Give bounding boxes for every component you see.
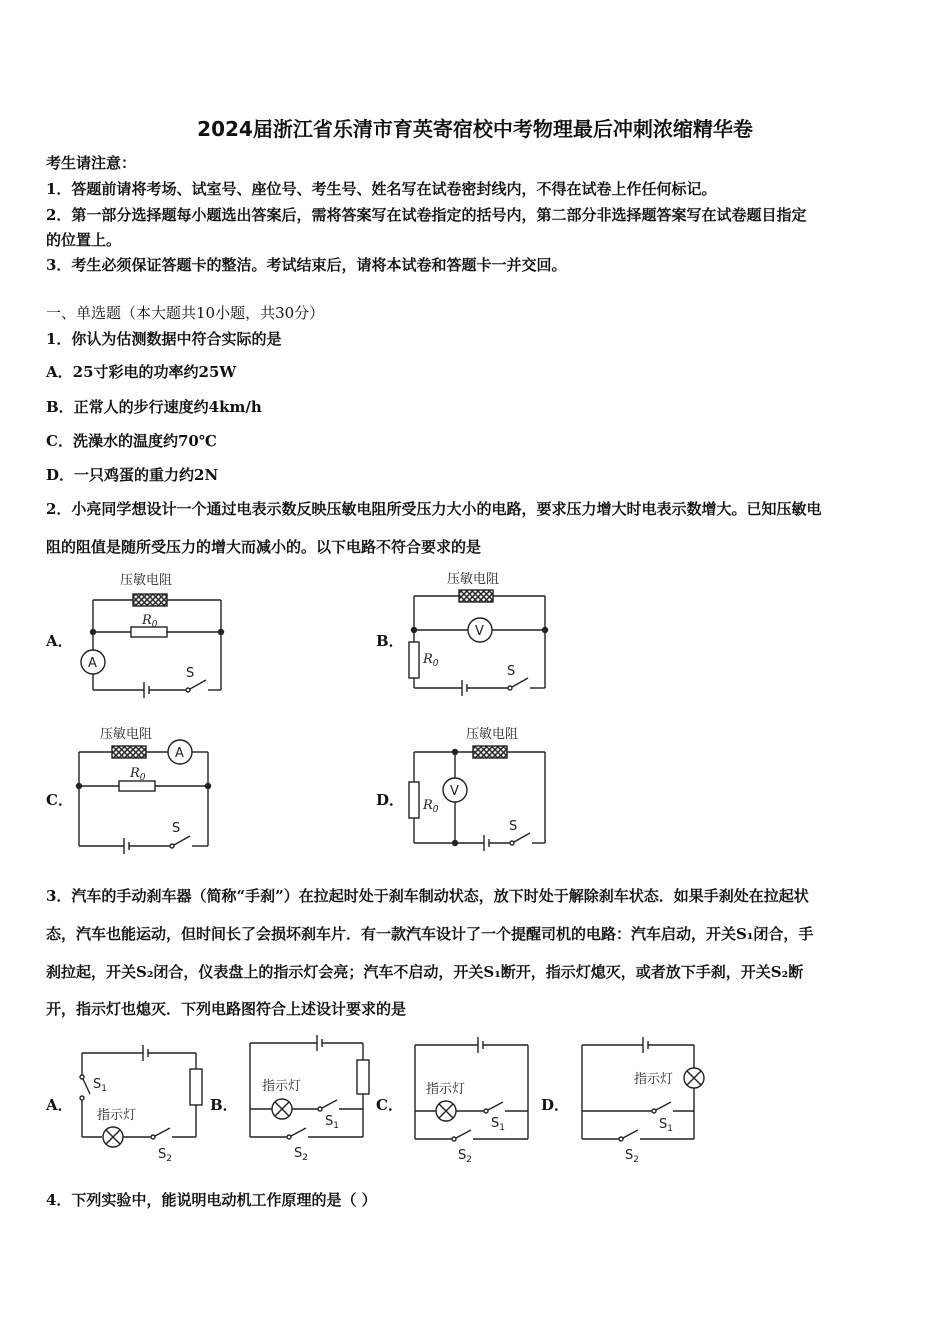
q3-stem-line1: 3．汽车的手动刹车器（简称“手刹”）在拉起时处于刹车制动状态，放下时处于解除刹车状态．如果手刹处在拉起状 bbox=[46, 887, 809, 905]
switch-s2 bbox=[623, 1130, 638, 1138]
section-heading: 一、单选题（本大题共10小题，共30分） bbox=[46, 304, 325, 322]
s1-label: $S_1$ bbox=[491, 1116, 505, 1133]
notice-item-1: 1．答题前请将考场、试室号、座位号、考生号、姓名写在试卷密封线内，不得在试卷上作任何标记。 bbox=[46, 180, 717, 198]
q3-stem-line4: 开，指示灯也熄灭．下列电路图符合上述设计要求的是 bbox=[46, 1000, 407, 1018]
q2-label-d: D． bbox=[376, 791, 405, 809]
q2-label-b: B． bbox=[376, 632, 404, 650]
q2-stem-line1: 2．小亮同学想设计一个通过电表示数反映压敏电阻所受压力大小的电路，要求压力增大时电表示数增大。已知压敏电 bbox=[46, 500, 822, 518]
notice-item-2-cont: 的位置上。 bbox=[46, 231, 122, 249]
lamp-label: 指示灯 bbox=[634, 1072, 674, 1087]
q2-label-a: A． bbox=[46, 632, 73, 650]
lamp-label: 指示灯 bbox=[426, 1082, 466, 1097]
q1-option-b: B．正常人的步行速度约4km/h bbox=[46, 398, 262, 416]
s2-label: $S_2$ bbox=[158, 1147, 172, 1164]
pressure-resistor-label: 压敏电阻 bbox=[466, 727, 519, 742]
s2-label: $S_2$ bbox=[294, 1146, 308, 1163]
switch-label: S bbox=[172, 821, 181, 836]
ammeter-label: A bbox=[175, 746, 184, 761]
r0-label: $R_0$ bbox=[142, 613, 158, 630]
q3-stem-line2: 态，汽车也能运动，但时间长了会损坏刹车片．有一款汽车设计了一个提醒司机的电路：汽车启动，开关S₁闭合，手 bbox=[46, 925, 814, 943]
switch-label: S bbox=[509, 819, 518, 834]
q3-stem-line3: 刹拉起，开关S₂闭合，仪表盘上的指示灯会亮；汽车不启动，开关S₁断开，指示灯熄灭，或者放下手刹，开关S₂断 bbox=[46, 963, 804, 981]
voltmeter-label: V bbox=[475, 624, 484, 639]
switch-label: S bbox=[507, 664, 516, 679]
r0-label: $R_0$ bbox=[130, 766, 146, 783]
page-title: 2024届浙江省乐清市育英寄宿校中考物理最后冲刺浓缩精华卷 bbox=[197, 117, 753, 141]
q2-label-c: C． bbox=[46, 791, 73, 809]
lamp-label: 指示灯 bbox=[97, 1108, 137, 1123]
q3-label-b: B． bbox=[210, 1096, 238, 1114]
q3-label-c: C． bbox=[376, 1096, 403, 1114]
q1-option-d: D．一只鸡蛋的重力约2N bbox=[46, 466, 219, 484]
notice-item-2: 2．第一部分选择题每小题选出答案后，需将答案写在试卷指定的括号内，第二部分非选择题答案写在试卷题目指定 bbox=[46, 206, 807, 224]
switch-label: S bbox=[186, 666, 195, 681]
s2-label: $S_2$ bbox=[625, 1148, 639, 1165]
q1-stem: 1．你认为估测数据中符合实际的是 bbox=[46, 330, 282, 348]
s2-label: $S_2$ bbox=[458, 1148, 472, 1165]
q3-label-a: A． bbox=[46, 1096, 73, 1114]
s1-label: $S_1$ bbox=[659, 1117, 673, 1134]
voltmeter-label: V bbox=[450, 784, 459, 799]
q1-option-a: A．25寸彩电的功率约25W bbox=[46, 363, 237, 381]
lamp-label: 指示灯 bbox=[262, 1079, 302, 1094]
q4-stem: 4．下列实验中，能说明电动机工作原理的是（ ） bbox=[46, 1191, 377, 1209]
s1-label: $S_1$ bbox=[325, 1114, 339, 1131]
switch-s1 bbox=[656, 1102, 671, 1110]
pressure-resistor-label: 压敏电阻 bbox=[100, 727, 153, 742]
pressure-resistor-label: 压敏电阻 bbox=[120, 573, 173, 588]
notice-item-3: 3．考生必须保证答题卡的整洁。考试结束后，请将本试卷和答题卡一并交回。 bbox=[46, 256, 567, 274]
notice-heading: 考生请注意： bbox=[46, 154, 137, 172]
pressure-resistor-label: 压敏电阻 bbox=[447, 572, 500, 587]
s1-label: $S_1$ bbox=[93, 1077, 107, 1094]
r0-label: $R_0$ bbox=[423, 798, 439, 815]
ammeter-label: A bbox=[88, 656, 97, 671]
r0-label: $R_0$ bbox=[423, 652, 439, 669]
q3-label-d: D． bbox=[541, 1096, 570, 1114]
q2-stem-line2: 阻的阻值是随所受压力的增大而减小的。以下电路不符合要求的是 bbox=[46, 538, 482, 556]
q1-option-c: C．洗澡水的温度约70℃ bbox=[46, 432, 217, 450]
